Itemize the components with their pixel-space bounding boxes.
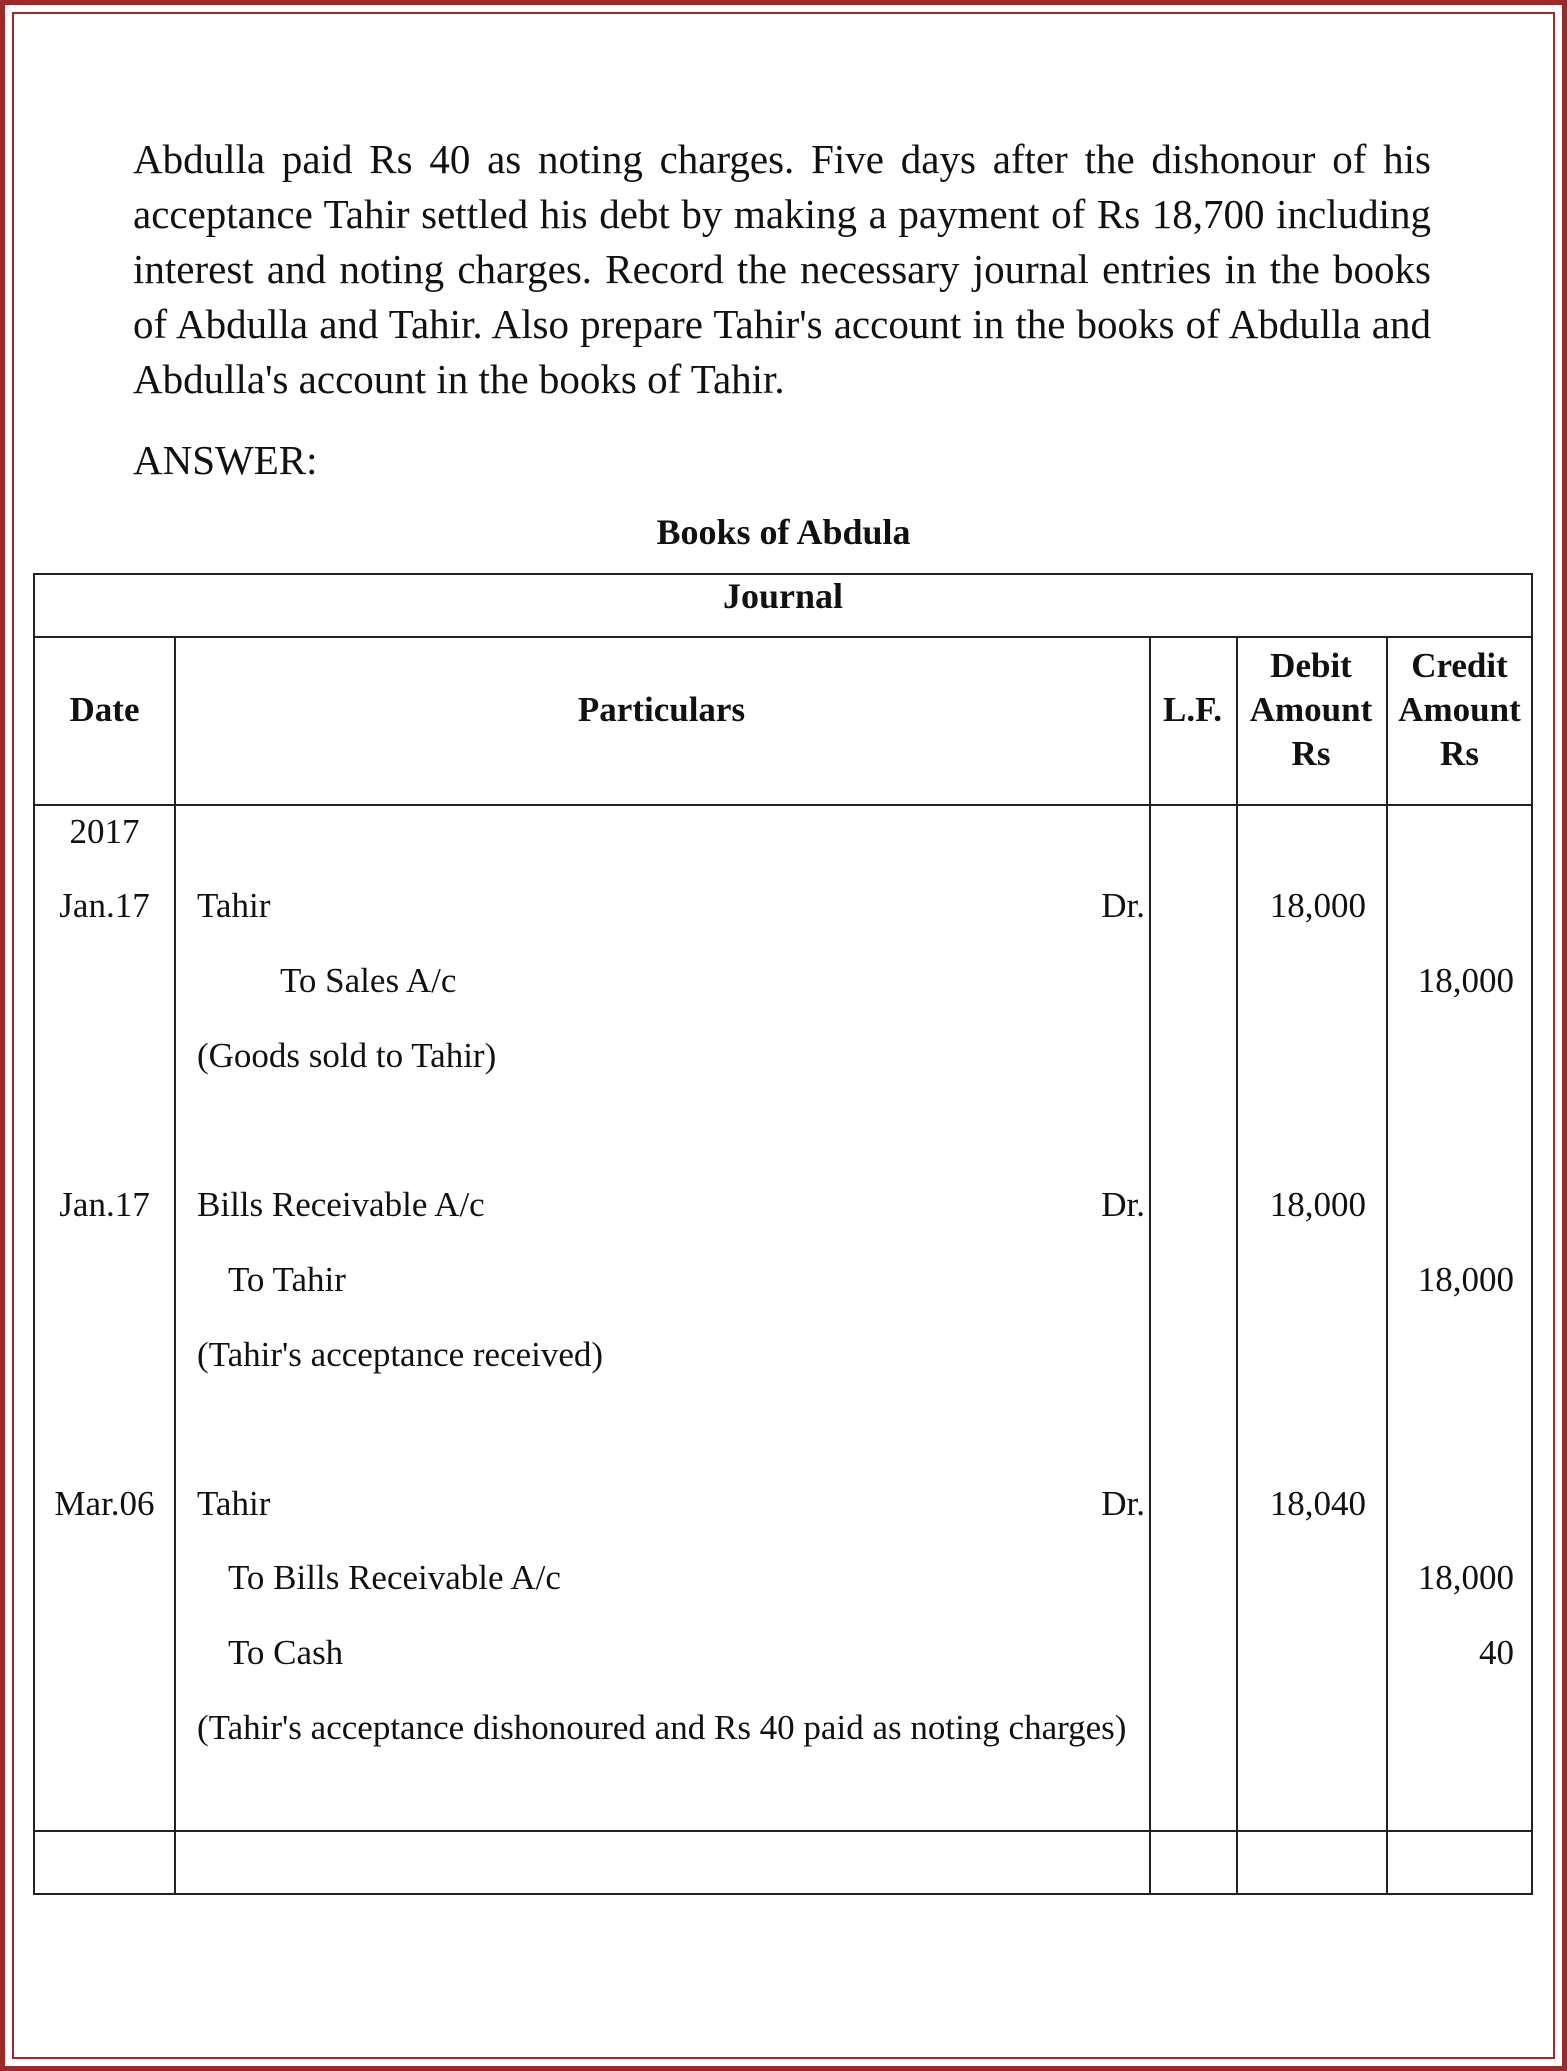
entry-dr-marker: Dr.	[1101, 1484, 1145, 1523]
entry-dr-marker: Dr.	[1101, 886, 1145, 925]
journal-title: Journal	[33, 573, 1533, 1832]
header-lf: L.F.	[1162, 690, 1222, 729]
entry-credit-account: To Bills Receivable A/c	[228, 1558, 561, 1597]
entry-debit-amount: 18,040	[1269, 1484, 1366, 1523]
entry-credit-account: To Tahir	[228, 1260, 346, 1299]
entry-credit-amount: 18,000	[1417, 961, 1514, 1000]
column-divider	[1236, 638, 1238, 1893]
entry-date: Mar.06	[54, 1484, 155, 1523]
answer-label: ANSWER:	[133, 437, 318, 483]
entry-date: Jan.17	[59, 1185, 150, 1224]
entry-debit-amount: 18,000	[1269, 1185, 1366, 1224]
header-particulars: Particulars	[577, 690, 746, 729]
entry-credit-account: To Cash	[228, 1633, 344, 1672]
entry-dr-marker: Dr.	[1101, 1185, 1145, 1224]
header-date: Date	[69, 690, 140, 729]
entry-credit-amount: 40	[1479, 1633, 1514, 1672]
question-text: Abdulla paid Rs 40 as noting charges. Five days after the dishonour of his acceptance Tahir settled his debt by making a payment of Rs 18,700 including interest and noting charges. Record the necessary journal entries in the books of Abdulla and Tahir. Also prepare Tahir's account in the books of Abdulla and Abdulla's account in the books of Tahir.	[133, 136, 1431, 402]
entry-narration: (Tahir's acceptance dishonoured and Rs 40 paid as noting charges)	[197, 1708, 1127, 1747]
entry-debit-amount: 18,000	[1269, 886, 1366, 925]
entry-credit-account: To Sales A/c	[280, 961, 457, 1000]
entry-narration: (Goods sold to Tahir)	[197, 1036, 497, 1075]
column-divider	[174, 638, 176, 1893]
journal-table	[33, 636, 1533, 1895]
entry-credit-amount: 18,000	[1417, 1260, 1514, 1299]
journal-year: 2017	[69, 812, 140, 851]
entry-date: Jan.17	[59, 886, 150, 925]
entry-debit-account: Tahir	[197, 886, 271, 925]
book-title: Books of Abdula	[656, 512, 911, 552]
header-credit-amount: Credit Amount Rs	[1398, 646, 1521, 773]
column-divider	[1149, 638, 1151, 1893]
entry-credit-amount: 18,000	[1417, 1558, 1514, 1597]
entry-debit-account: Bills Receivable A/c	[197, 1185, 485, 1224]
header-debit-amount: Debit Amount Rs	[1249, 646, 1373, 773]
entry-narration: (Tahir's acceptance received)	[197, 1335, 604, 1374]
header-divider	[35, 804, 1531, 806]
entry-debit-account: Tahir	[197, 1484, 271, 1523]
